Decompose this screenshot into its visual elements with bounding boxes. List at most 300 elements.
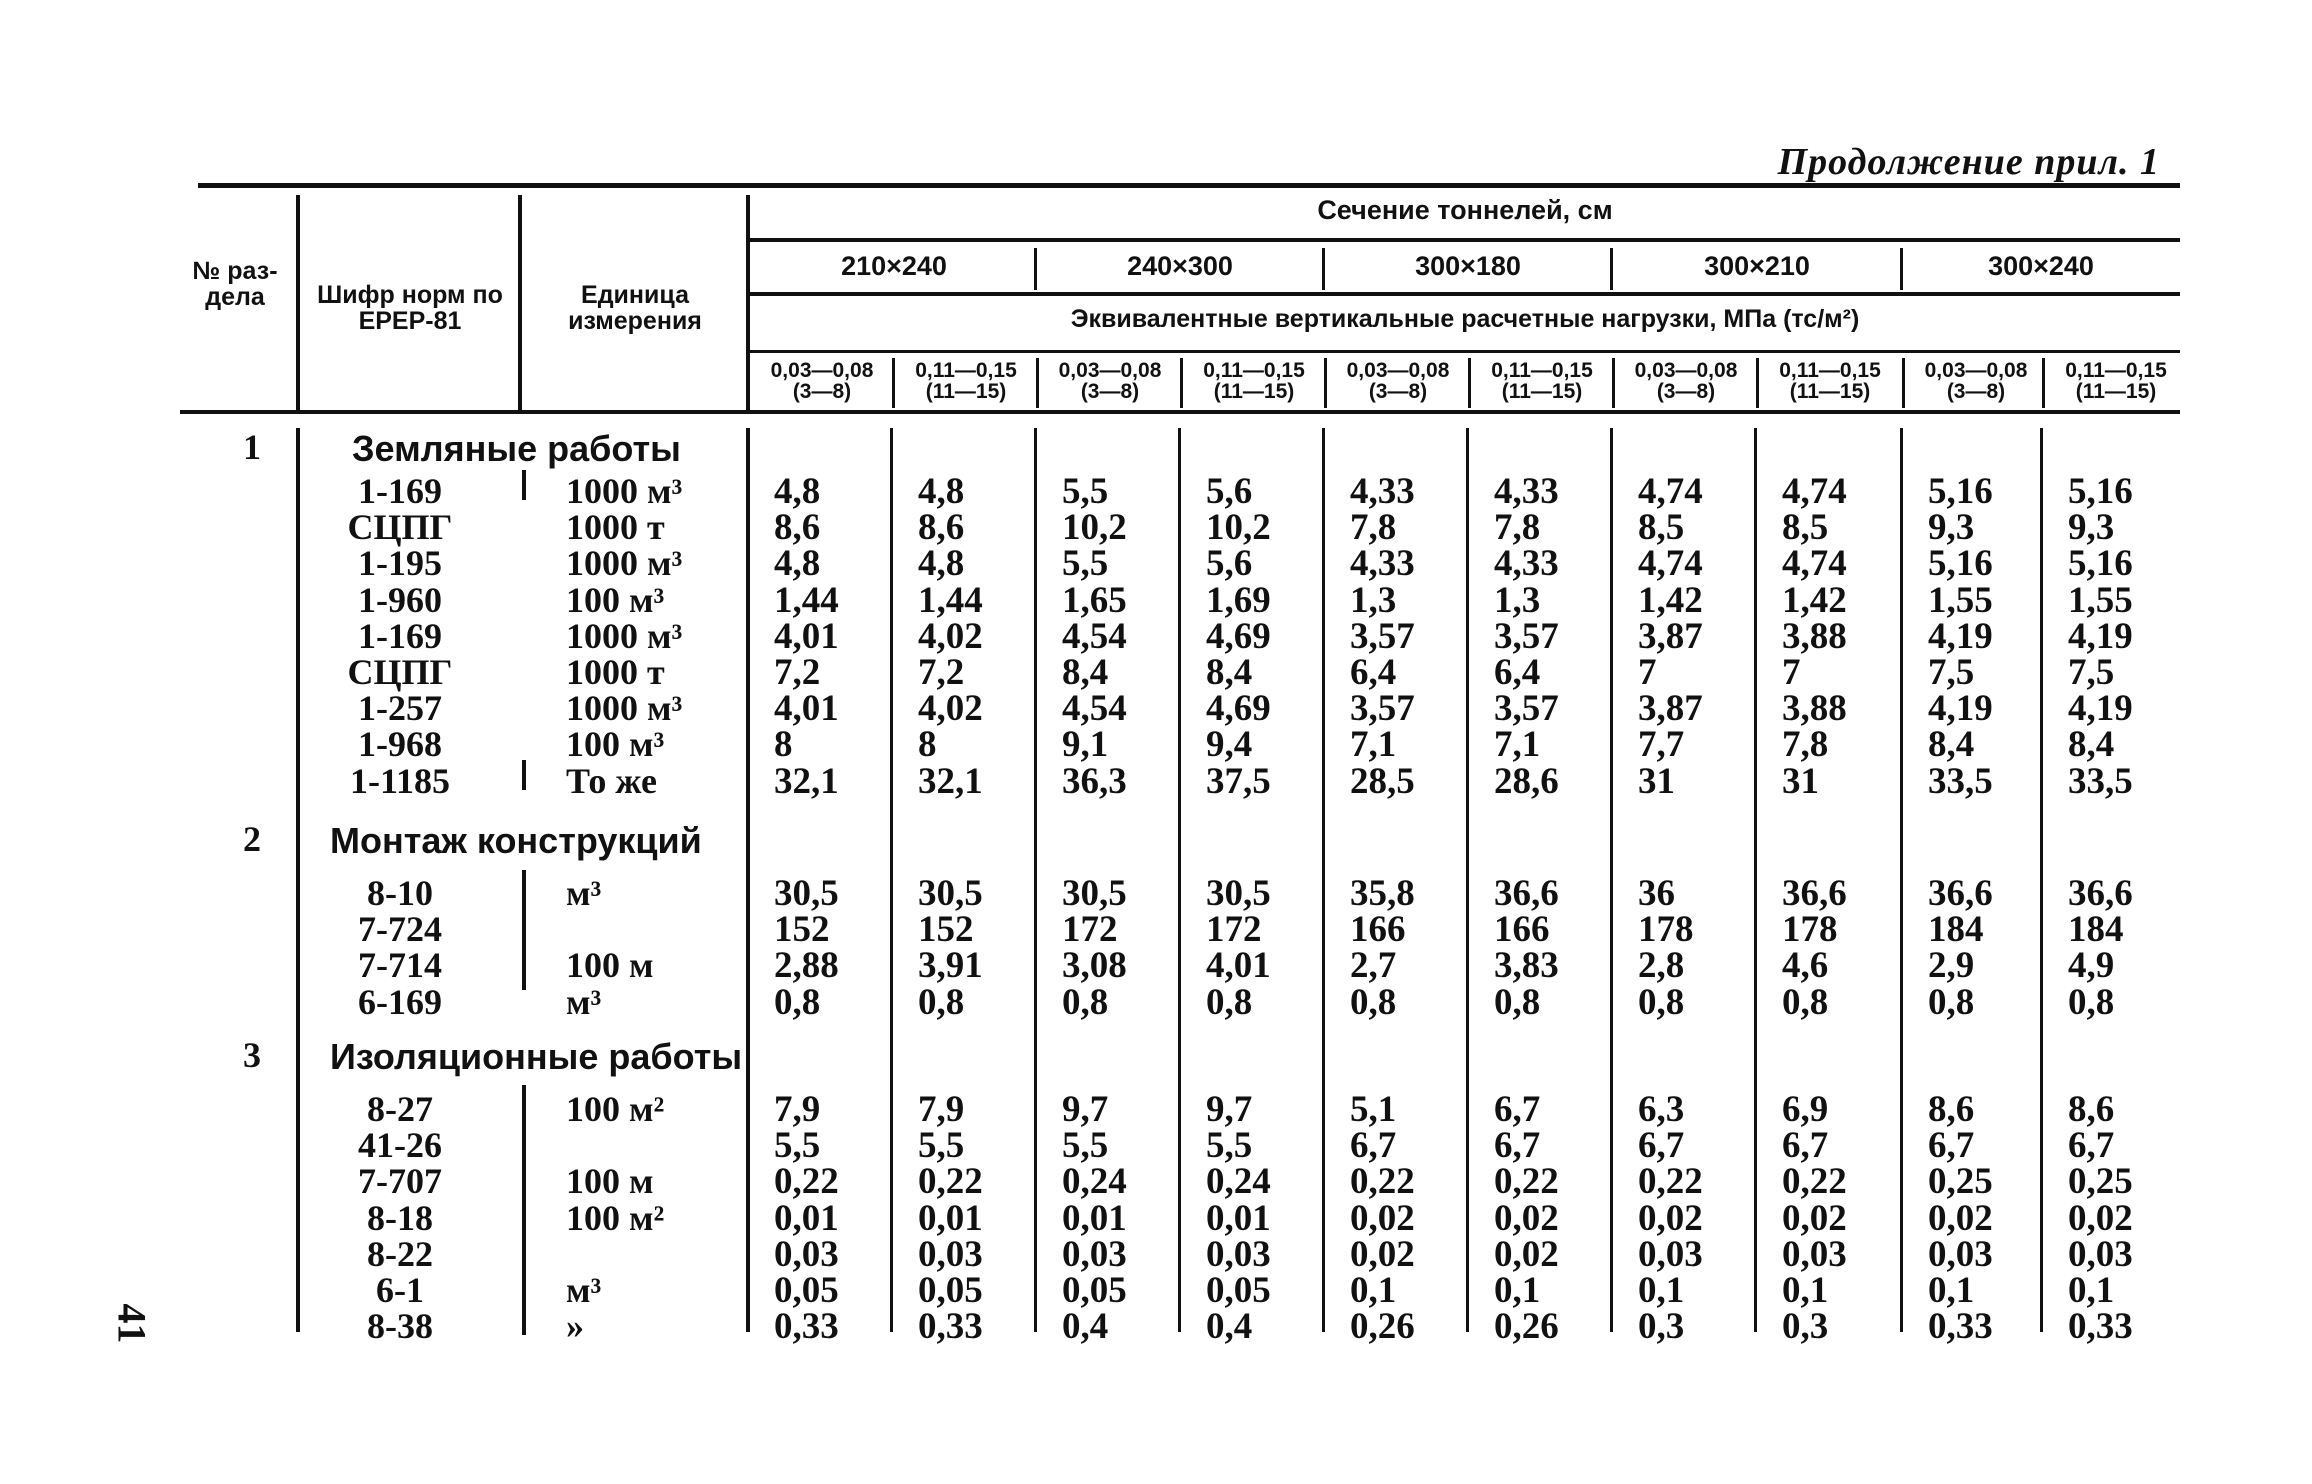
load-value-cell: 0,02: [1350, 1197, 1415, 1239]
load-value-cell: 35,8: [1350, 873, 1415, 914]
load-value-cell: 7: [1782, 652, 1801, 693]
load-value-cell: 0,33: [774, 1306, 839, 1348]
load-value-cell: 0,22: [918, 1161, 983, 1203]
size-sep-2: [1322, 248, 1325, 290]
load-value-cell: 0,05: [1062, 1270, 1127, 1311]
load-value-cell: 0,33: [918, 1306, 983, 1348]
unit-rule-sec2: [522, 870, 526, 990]
range-separator: [1324, 358, 1327, 408]
measure-unit: 1000 т: [566, 652, 665, 692]
range-header-cell: [896, 360, 1036, 402]
load-value-cell: 2,9: [1928, 945, 1975, 987]
load-value-cell: 4,01: [774, 688, 839, 730]
load-value-cell: 6,7: [1494, 1089, 1541, 1130]
col-rule-unit-left: [518, 195, 522, 410]
load-value-cell: 0,25: [2068, 1161, 2133, 1203]
load-value-cell: 9,7: [1206, 1089, 1253, 1130]
range-header-cell: [1906, 360, 2046, 402]
range-mpa: 0,03—0,08: [1924, 359, 2028, 382]
range-mpa: 0,03—0,08: [1634, 359, 1738, 382]
range-header-cell: [1760, 360, 1900, 402]
load-value-cell: 30,5: [1206, 873, 1271, 914]
range-header-cell: [1472, 360, 1612, 402]
load-value-cell: 0,22: [774, 1161, 839, 1203]
norm-code: 7-707: [358, 1161, 442, 1202]
load-value-cell: 4,02: [918, 688, 983, 730]
load-value-cell: 5,5: [774, 1125, 821, 1167]
range-separator: [892, 358, 895, 408]
norm-code: 7-724: [358, 909, 442, 950]
size-210x240: 210×240: [841, 251, 947, 281]
range-header-cell: [2046, 360, 2186, 402]
load-value-cell: 0,03: [2068, 1233, 2133, 1275]
header-bottom-rule: [180, 410, 2180, 414]
load-value-cell: 5,6: [1206, 543, 1253, 585]
load-value-cell: 1,3: [1350, 579, 1397, 621]
load-value-cell: 5,6: [1206, 471, 1253, 512]
range-tsm: (3—8): [1946, 380, 2006, 403]
load-value-cell: 0,22: [1494, 1161, 1559, 1203]
measure-unit: 1000 м³: [566, 543, 683, 584]
load-value-cell: 4,74: [1638, 471, 1703, 512]
norm-code: 1-1185: [349, 760, 450, 801]
range-separator: [2042, 358, 2045, 408]
value-column-rule: [1034, 428, 1037, 1332]
load-value-cell: 6,7: [1782, 1125, 1829, 1167]
load-value-cell: 0,05: [1206, 1270, 1271, 1311]
load-value-cell: 0,8: [1062, 981, 1109, 1023]
unit-rule-sec1: [522, 470, 526, 500]
load-value-cell: 6,4: [1494, 652, 1541, 693]
load-value-cell: 2,7: [1350, 945, 1397, 987]
load-value-cell: 0,1: [1350, 1270, 1397, 1311]
load-value-cell: 1,3: [1494, 579, 1541, 621]
range-tsm: (3—8): [792, 380, 852, 403]
load-value-cell: 3,08: [1062, 945, 1127, 987]
size-sep-3: [1610, 248, 1613, 290]
load-value-cell: 0,3: [1638, 1306, 1685, 1348]
load-value-cell: 4,02: [918, 615, 983, 657]
load-value-cell: 0,05: [918, 1270, 983, 1311]
range-separator: [1468, 358, 1471, 408]
load-value-cell: 1,44: [774, 579, 839, 621]
measure-unit: 1000 м³: [566, 471, 683, 511]
norm-code: СЦПГ: [347, 652, 453, 692]
body-rule-values-left: [746, 428, 750, 1332]
value-column-rule: [1900, 428, 1903, 1332]
size-sep-4: [1900, 248, 1903, 290]
load-value-cell: 0,25: [1928, 1161, 1993, 1203]
page-number: 41: [109, 1303, 155, 1344]
range-mpa: 0,11—0,15: [915, 359, 1017, 382]
page-caption: Продолжение прил. 1: [1777, 141, 2160, 183]
load-value-cell: 30,5: [918, 873, 983, 914]
load-value-cell: 7,1: [1350, 724, 1397, 766]
load-value-cell: 5,16: [1928, 471, 1993, 512]
load-value-cell: 7,7: [1638, 724, 1685, 766]
range-separator: [1756, 358, 1759, 408]
load-value-cell: 0,8: [1206, 981, 1253, 1023]
load-value-cell: 3,83: [1494, 945, 1559, 987]
load-value-cell: 4,33: [1494, 471, 1559, 512]
size-sep-1: [1034, 248, 1037, 290]
section-title: Изоляционные работы: [330, 1036, 743, 1077]
value-column-rule: [1178, 428, 1181, 1332]
value-column-rule: [1754, 428, 1757, 1332]
load-value-cell: 0,8: [1782, 981, 1829, 1023]
load-value-cell: 0,3: [1782, 1306, 1829, 1348]
range-tsm: (3—8): [1368, 380, 1428, 403]
load-value-cell: 8,4: [1206, 652, 1253, 693]
load-value-cell: 36,3: [1062, 760, 1127, 802]
load-value-cell: 4,33: [1494, 543, 1559, 585]
range-mpa: 0,03—0,08: [1058, 359, 1162, 382]
header-rule-sizes: [748, 292, 2180, 296]
value-column-rule: [2040, 428, 2043, 1332]
load-value-cell: 1,65: [1062, 579, 1127, 621]
load-value-cell: 7,8: [1782, 724, 1829, 766]
load-value-cell: 5,16: [2068, 471, 2133, 512]
load-value-cell: 0,33: [2068, 1306, 2133, 1348]
load-value-cell: 0,33: [1928, 1306, 1993, 1348]
range-separator: [1612, 358, 1615, 408]
load-value-cell: 0,24: [1206, 1161, 1271, 1203]
norm-code: 1-257: [358, 688, 442, 729]
load-value-cell: 7,9: [918, 1089, 965, 1130]
load-value-cell: 5,1: [1350, 1089, 1397, 1130]
measure-unit: 100 м³: [566, 579, 665, 620]
norm-code: 8-38: [367, 1306, 433, 1347]
load-value-cell: 0,02: [1782, 1197, 1847, 1239]
norm-code: 8-10: [367, 873, 433, 913]
value-column-rule: [1322, 428, 1325, 1332]
load-value-cell: 0,22: [1350, 1161, 1415, 1203]
col-rule-code-left: [296, 195, 300, 410]
range-tsm: (11—15): [1213, 380, 1295, 403]
range-tsm: (11—15): [1501, 380, 1583, 403]
load-value-cell: 6,3: [1638, 1089, 1685, 1130]
load-value-cell: 0,02: [1494, 1233, 1559, 1275]
measure-unit: 1000 м³: [566, 615, 683, 656]
range-tsm: (11—15): [2075, 380, 2157, 403]
load-value-cell: 0,02: [1638, 1197, 1703, 1239]
load-value-cell: 0,8: [1494, 981, 1541, 1023]
unit-rule-sec3: [522, 1085, 526, 1335]
norm-code: 1-968: [358, 724, 442, 765]
load-value-cell: 6,7: [1350, 1125, 1397, 1167]
load-value-cell: 172: [1206, 909, 1262, 951]
load-value-cell: 2,8: [1638, 945, 1685, 987]
range-mpa: 0,11—0,15: [1203, 359, 1305, 382]
col-rule-values-left: [746, 195, 750, 410]
load-value-cell: 8,5: [1782, 507, 1829, 549]
load-value-cell: 0,03: [774, 1233, 839, 1275]
load-value-cell: 0,24: [1062, 1161, 1127, 1203]
load-value-cell: 7,2: [918, 652, 965, 693]
section-no-header: № раз-дела: [192, 257, 278, 312]
load-value-cell: 0,02: [1494, 1197, 1559, 1239]
range-separator: [1902, 358, 1905, 408]
load-value-cell: 4,19: [2068, 688, 2133, 730]
load-value-cell: 9,7: [1062, 1089, 1109, 1130]
load-value-cell: 4,8: [918, 543, 965, 585]
load-value-cell: 7,8: [1350, 507, 1397, 549]
load-value-cell: 1,69: [1206, 579, 1271, 621]
measure-unit: То же: [566, 760, 658, 801]
range-mpa: 0,03—0,08: [1346, 359, 1450, 382]
load-value-cell: 152: [774, 909, 830, 951]
range-tsm: (3—8): [1656, 380, 1716, 403]
load-value-cell: 3,88: [1782, 615, 1847, 657]
load-value-cell: 7,2: [774, 652, 821, 693]
range-header-cell: [1616, 360, 1756, 402]
section-title: Монтаж конструкций: [330, 820, 702, 861]
norm-code: 8-18: [367, 1197, 433, 1238]
norm-code: 41-26: [358, 1125, 442, 1166]
measure-unit: 100 м²: [566, 1197, 665, 1238]
load-value-cell: 30,5: [1062, 873, 1127, 914]
load-value-cell: 0,02: [2068, 1197, 2133, 1239]
table-top-rule: [198, 183, 2180, 188]
range-header-cell: [752, 360, 892, 402]
load-value-cell: 4,8: [774, 471, 821, 512]
measure-unit: 100 м: [566, 945, 654, 986]
load-value-cell: 31: [1638, 760, 1675, 802]
load-value-cell: 4,33: [1350, 471, 1415, 512]
loads-header: Эквивалентные вертикальные расчетные нагрузки, МПа (тс/м²): [1070, 305, 1860, 333]
load-value-cell: 4,01: [774, 615, 839, 657]
load-value-cell: 4,19: [1928, 615, 1993, 657]
load-value-cell: 6,7: [1928, 1125, 1975, 1167]
size-300x210: 300×210: [1704, 251, 1810, 281]
load-value-cell: 3,57: [1350, 688, 1415, 730]
load-value-cell: 9,1: [1062, 724, 1109, 766]
load-value-cell: 4,8: [918, 471, 965, 512]
load-value-cell: 7,9: [774, 1089, 821, 1130]
load-value-cell: 0,26: [1494, 1306, 1559, 1348]
load-value-cell: 0,8: [1638, 981, 1685, 1023]
load-value-cell: 7,1: [1494, 724, 1541, 766]
norm-code: 8-27: [367, 1089, 433, 1129]
load-value-cell: 0,03: [1782, 1233, 1847, 1275]
load-value-cell: 10,2: [1062, 507, 1127, 549]
load-value-cell: 30,5: [774, 873, 839, 914]
load-value-cell: 4,19: [1928, 688, 1993, 730]
load-value-cell: 4,01: [1206, 945, 1271, 987]
load-value-cell: 8,4: [1062, 652, 1109, 693]
load-value-cell: 1,55: [1928, 579, 1993, 621]
load-value-cell: 4,69: [1206, 688, 1271, 730]
load-value-cell: 1,44: [918, 579, 983, 621]
load-value-cell: 31: [1782, 760, 1819, 802]
load-value-cell: 4,33: [1350, 543, 1415, 585]
load-value-cell: 0,01: [1062, 1197, 1127, 1239]
range-header-cell: [1040, 360, 1180, 402]
load-value-cell: 8,5: [1638, 507, 1685, 549]
measure-unit: м³: [566, 1270, 602, 1310]
load-value-cell: 8,6: [2068, 1089, 2115, 1130]
load-value-cell: 4,54: [1062, 688, 1127, 730]
unit-header: Единица измерения: [568, 281, 702, 336]
measure-unit: 100 м: [566, 1161, 654, 1202]
load-value-cell: 9,3: [1928, 507, 1975, 549]
load-value-cell: 8,6: [918, 507, 965, 549]
load-value-cell: 0,1: [1638, 1270, 1685, 1311]
section-number: 2: [243, 819, 261, 859]
section-number: 3: [243, 1035, 261, 1075]
load-value-cell: 0,01: [774, 1197, 839, 1239]
load-value-cell: 166: [1350, 909, 1406, 951]
size-300x240: 300×240: [1988, 251, 2094, 281]
value-column-rule: [1466, 428, 1469, 1332]
load-value-cell: 9,4: [1206, 724, 1253, 766]
range-tsm: (11—15): [925, 380, 1007, 403]
load-value-cell: 0,1: [1782, 1270, 1829, 1311]
load-value-cell: 2,88: [774, 945, 839, 987]
load-value-cell: 1,42: [1638, 579, 1703, 621]
load-value-cell: 3,57: [1494, 615, 1559, 657]
load-value-cell: 4,74: [1782, 543, 1847, 585]
load-value-cell: 3,88: [1782, 688, 1847, 730]
load-value-cell: 7,5: [1928, 652, 1975, 693]
load-value-cell: 0,01: [1206, 1197, 1271, 1239]
load-value-cell: 0,8: [774, 981, 821, 1023]
size-300x180: 300×180: [1415, 251, 1521, 281]
load-value-cell: 0,03: [1928, 1233, 1993, 1275]
load-value-cell: 33,5: [1928, 760, 1993, 802]
load-value-cell: 0,1: [1928, 1270, 1975, 1311]
load-value-cell: 8: [774, 724, 793, 766]
load-value-cell: 37,5: [1206, 760, 1271, 802]
load-value-cell: 8: [918, 724, 937, 766]
load-value-cell: 7,5: [2068, 652, 2115, 693]
header-rule-loads: [748, 350, 2180, 353]
load-value-cell: 9,3: [2068, 507, 2115, 549]
load-value-cell: 5,16: [2068, 543, 2133, 585]
load-value-cell: 5,5: [1062, 1125, 1109, 1167]
norm-code: 1-195: [358, 543, 442, 584]
load-value-cell: 0,1: [1494, 1270, 1541, 1311]
load-value-cell: 0,02: [1350, 1233, 1415, 1275]
load-value-cell: 0,8: [1350, 981, 1397, 1023]
load-value-cell: 0,4: [1062, 1306, 1109, 1348]
range-header-cell: [1328, 360, 1468, 402]
load-value-cell: 7: [1638, 652, 1657, 693]
load-value-cell: 4,54: [1062, 615, 1127, 657]
load-value-cell: 0,01: [918, 1197, 983, 1239]
section-number: 1: [243, 427, 261, 467]
load-value-cell: 6,7: [1494, 1125, 1541, 1167]
norm-code: 7-714: [358, 945, 442, 986]
load-value-cell: 4,6: [1782, 945, 1829, 987]
load-value-cell: 3,91: [918, 945, 983, 987]
load-value-cell: 0,22: [1638, 1161, 1703, 1203]
load-value-cell: 0,03: [1062, 1233, 1127, 1275]
load-value-cell: 0,26: [1350, 1306, 1415, 1348]
load-value-cell: 166: [1494, 909, 1550, 951]
load-value-cell: 3,87: [1638, 615, 1703, 657]
load-value-cell: 5,16: [1928, 543, 1993, 585]
load-value-cell: 5,5: [1062, 471, 1109, 512]
measure-unit: м³: [566, 981, 602, 1022]
measure-unit: 100 м³: [566, 724, 665, 765]
range-separator: [1180, 358, 1183, 408]
load-value-cell: 6,4: [1350, 652, 1397, 693]
load-value-cell: 36,6: [2068, 873, 2133, 914]
measure-unit: 1000 т: [566, 507, 665, 548]
load-value-cell: 36,6: [1782, 873, 1847, 914]
load-value-cell: 4,19: [2068, 615, 2133, 657]
load-value-cell: 5,5: [1062, 543, 1109, 585]
range-separator: [1036, 358, 1039, 408]
load-value-cell: 0,03: [918, 1233, 983, 1275]
load-value-cell: 0,8: [2068, 981, 2115, 1023]
range-tsm: (3—8): [1080, 380, 1140, 403]
norm-code: 1-169: [358, 471, 442, 511]
load-value-cell: 3,57: [1350, 615, 1415, 657]
load-value-cell: 178: [1782, 909, 1838, 951]
load-value-cell: 4,8: [774, 543, 821, 585]
load-value-cell: 0,8: [1928, 981, 1975, 1023]
load-value-cell: 10,2: [1206, 507, 1271, 549]
load-value-cell: 28,5: [1350, 760, 1415, 802]
range-mpa: 0,11—0,15: [1779, 359, 1881, 382]
load-value-cell: 184: [1928, 909, 1984, 951]
range-tsm: (11—15): [1789, 380, 1871, 403]
size-240x300: 240×300: [1127, 251, 1233, 281]
norm-code: 1-169: [358, 615, 442, 656]
load-value-cell: 8,6: [1928, 1089, 1975, 1130]
unit-rule-sec1b: [522, 760, 526, 790]
load-value-cell: 6,7: [1638, 1125, 1685, 1167]
load-value-cell: 152: [918, 909, 974, 951]
load-value-cell: 184: [2068, 909, 2124, 951]
load-value-cell: 5,5: [1206, 1125, 1253, 1167]
range-mpa: 0,03—0,08: [770, 359, 874, 382]
norm-code: 6-1: [376, 1270, 424, 1310]
code-header: Шифр норм по ЕРЕР-81: [317, 281, 503, 336]
load-value-cell: 8,6: [774, 507, 821, 549]
range-mpa: 0,11—0,15: [2065, 359, 2167, 382]
norm-code: 1-960: [358, 579, 442, 620]
load-value-cell: 0,4: [1206, 1306, 1253, 1348]
measure-unit: 100 м²: [566, 1089, 665, 1129]
measure-unit: м³: [566, 873, 602, 913]
load-value-cell: 4,74: [1638, 543, 1703, 585]
load-value-cell: 1,55: [2068, 579, 2133, 621]
load-value-cell: 36,6: [1928, 873, 1993, 914]
norm-code: 6-169: [358, 981, 442, 1022]
load-value-cell: 178: [1638, 909, 1694, 951]
load-value-cell: 7,8: [1494, 507, 1541, 549]
measure-unit: »: [566, 1306, 584, 1347]
load-value-cell: 172: [1062, 909, 1118, 951]
load-value-cell: 0,8: [918, 981, 965, 1023]
load-value-cell: 5,5: [918, 1125, 965, 1167]
load-value-cell: 6,7: [2068, 1125, 2115, 1167]
load-value-cell: 4,74: [1782, 471, 1847, 512]
value-column-rule: [1610, 428, 1613, 1332]
load-value-cell: 3,57: [1494, 688, 1559, 730]
load-value-cell: 0,03: [1206, 1233, 1271, 1275]
measure-unit: 1000 м³: [566, 688, 683, 729]
load-value-cell: 1,42: [1782, 579, 1847, 621]
section-title: Земляные работы: [352, 428, 681, 469]
tunnel-section-header: Сечение тоннелей, см: [1317, 195, 1613, 225]
value-column-rule: [890, 428, 893, 1332]
load-value-cell: 36: [1638, 873, 1675, 914]
load-value-cell: 8,4: [1928, 724, 1975, 766]
